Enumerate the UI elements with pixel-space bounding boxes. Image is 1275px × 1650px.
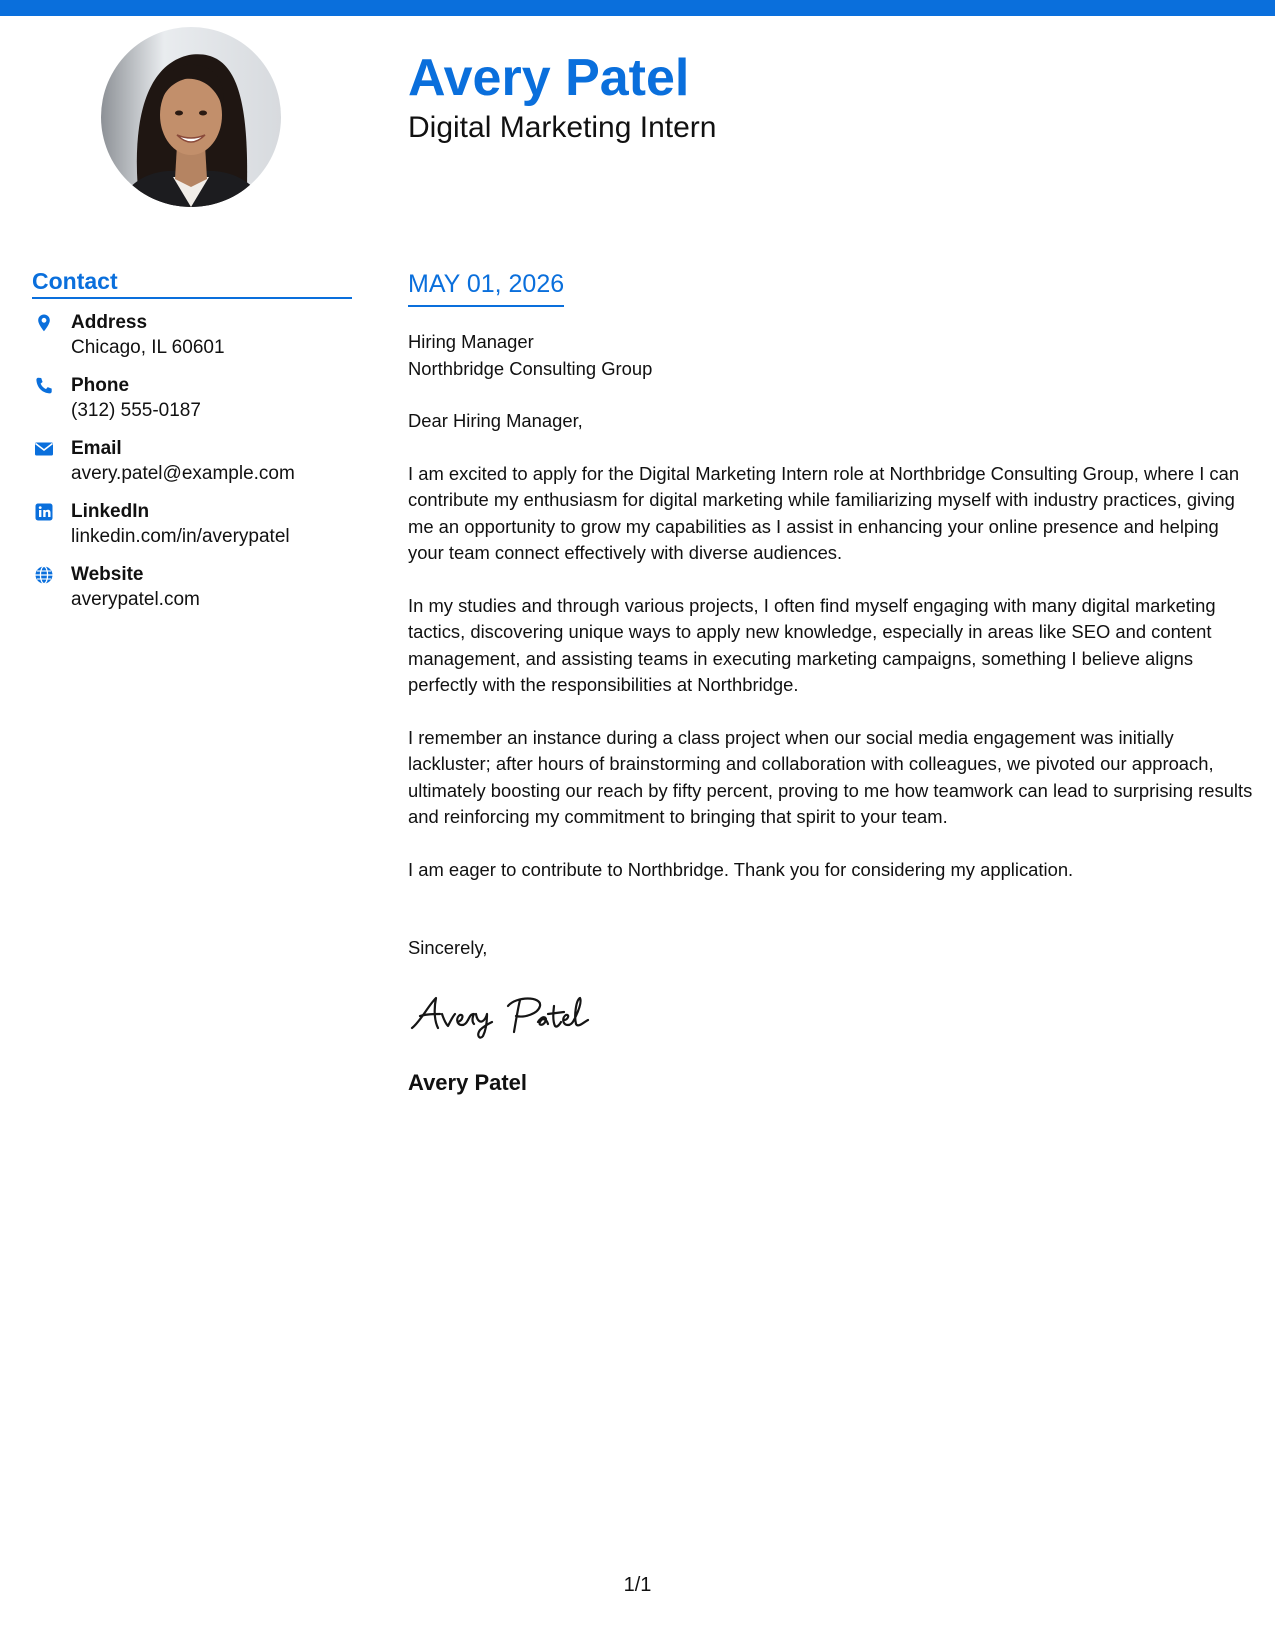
recipient-name: Hiring Manager <box>408 331 534 352</box>
contact-label: Address <box>71 312 148 333</box>
phone-value: (312) 555-0187 <box>71 400 201 421</box>
website-value[interactable]: averypatel.com <box>71 589 200 610</box>
candidate-name: Avery Patel <box>408 49 690 107</box>
letter-paragraph: I remember an instance during a class project when our social media engagement was initially lackluster; after hours of brainstorming and collaboration with colleagues, we pivoted our approach, ultimately boosting our reach by fifty percent, proving to me how teamwork can lead to surprising results and reinforcing my commitment to bringing that spirit to your team. <box>408 726 1253 827</box>
letter-date: MAY 01, 2026 <box>408 266 564 307</box>
contact-item-phone <box>32 374 352 437</box>
contact-label: Email <box>71 438 122 459</box>
letter-paragraph: I am excited to apply for the Digital Marketing Intern role at Northbridge Consulting Group, where I can contribute my enthusiasm for digital marketing while familiarizing myself with industry practices, giving me an opportunity to grow my capabilities as I assist in enhancing your online presence and helping your team connect effectively with diverse audiences. <box>408 462 1240 563</box>
closing: Sincerely, <box>408 937 488 958</box>
location-pin-icon <box>34 313 54 333</box>
signed-name: Avery Patel <box>408 1069 528 1095</box>
letter-body <box>408 266 1258 1098</box>
contact-list <box>32 311 352 626</box>
recipient-block <box>408 329 1258 382</box>
avatar <box>101 27 281 207</box>
globe-icon <box>34 565 54 585</box>
contact-sidebar <box>32 266 352 626</box>
contact-item-linkedin <box>32 500 352 563</box>
contact-label: Phone <box>71 375 130 396</box>
phone-icon <box>34 376 54 396</box>
linkedin-icon <box>34 502 54 522</box>
contact-item-address <box>32 311 352 374</box>
linkedin-value[interactable]: linkedin.com/in/averypatel <box>71 526 290 547</box>
contact-item-email <box>32 437 352 500</box>
letter-paragraph: In my studies and through various projects, I often find myself engaging with many digital marketing tactics, discovering unique ways to apply new knowledge, especially in areas like SEO and content management, and assisting teams in executing marketing campaigns, something I believe aligns perfectly with the responsibilities at Northbridge. <box>408 594 1216 695</box>
contact-label: Website <box>71 564 144 585</box>
contact-heading: Contact <box>32 266 352 299</box>
page-number: 1/1 <box>623 1574 652 1596</box>
contact-item-website <box>32 563 352 626</box>
contact-label: LinkedIn <box>71 501 150 522</box>
recipient-company: Northbridge Consulting Group <box>408 357 653 379</box>
envelope-icon <box>34 439 54 459</box>
salutation: Dear Hiring Manager, <box>408 410 583 431</box>
email-value[interactable]: avery.patel@example.com <box>71 463 295 484</box>
handwritten-signature <box>408 992 618 1040</box>
letter-paragraph: I am eager to contribute to Northbridge. Thank you for considering my application. <box>408 858 1074 880</box>
job-title: Digital Marketing Intern <box>408 111 717 144</box>
address-value: Chicago, IL 60601 <box>71 337 225 358</box>
top-accent-bar <box>0 0 1275 16</box>
